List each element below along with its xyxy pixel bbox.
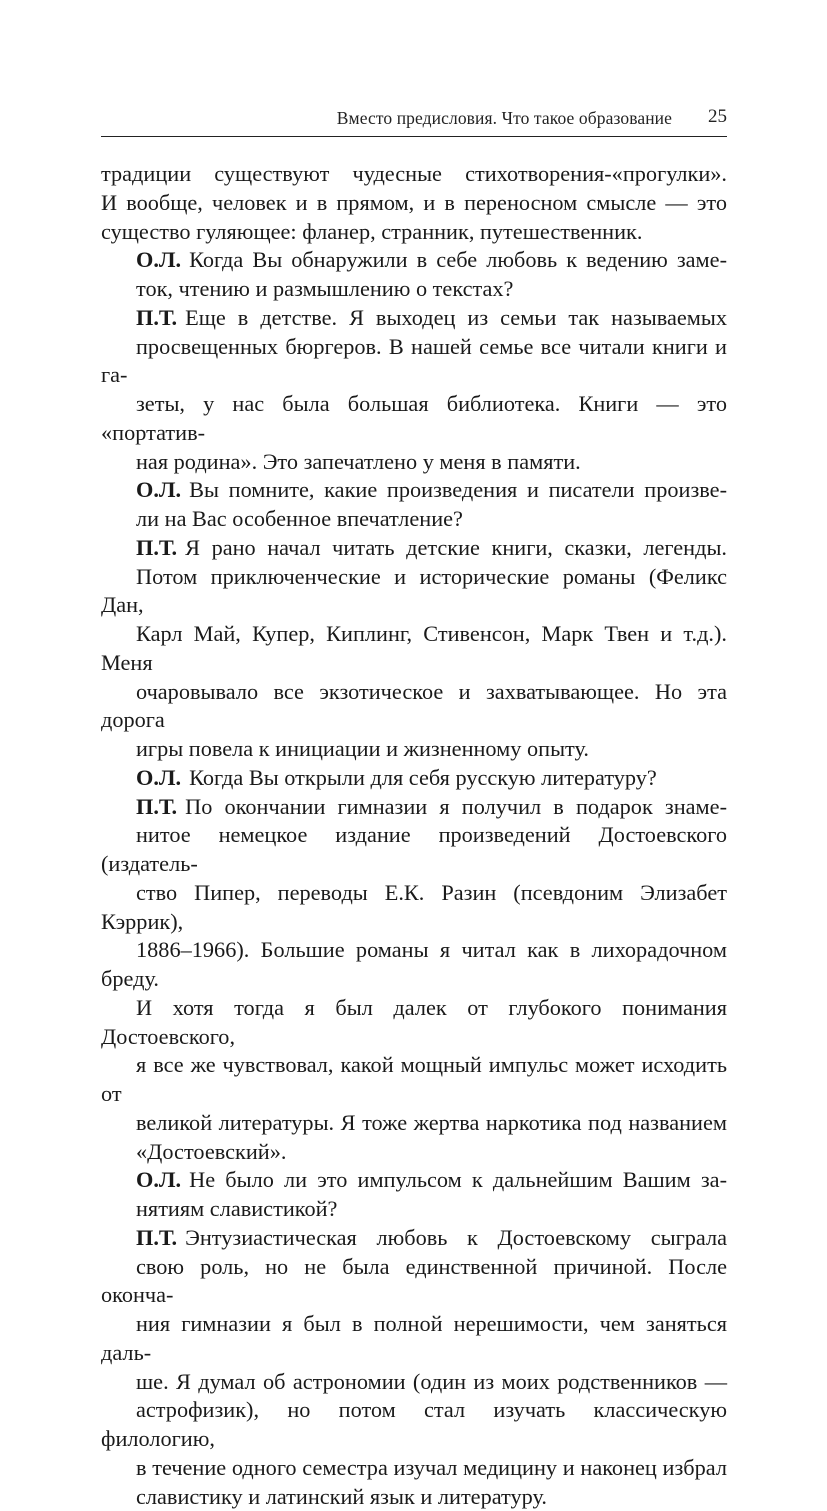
text-line bbox=[101, 189, 727, 218]
line-text: просвещенных бюргеров. В нашей семье все читали книги и га- bbox=[101, 334, 727, 388]
speaker-label: П.Т. bbox=[136, 535, 177, 560]
text-line bbox=[101, 1224, 727, 1253]
text-line bbox=[101, 1109, 727, 1138]
speaker-label: П.Т. bbox=[136, 1225, 177, 1250]
text-line bbox=[101, 936, 727, 994]
speaker-label: О.Л. bbox=[136, 765, 181, 790]
paragraph bbox=[101, 160, 727, 246]
speaker-label: О.Л. bbox=[136, 1167, 181, 1192]
text-line bbox=[101, 1138, 727, 1167]
paragraph bbox=[101, 1224, 727, 1511]
text-line bbox=[101, 1396, 727, 1454]
text-line bbox=[101, 1483, 727, 1511]
line-text: нитое немецкое издание произведений Достоевского (издатель- bbox=[101, 822, 727, 876]
speaker-label: П.Т. bbox=[136, 794, 177, 819]
line-text: зеты, у нас была большая библиотека. Книги — это «портатив- bbox=[101, 391, 727, 445]
line-text: ство Пипер, переводы Е.К. Разин (псевдоним Элизабет Кэррик), bbox=[101, 880, 727, 934]
text-line bbox=[101, 1051, 727, 1109]
line-text: Не было ли это импульсом к дальнейшим Вашим за- bbox=[189, 1167, 727, 1192]
text-line bbox=[101, 1253, 727, 1311]
page-number: 25 bbox=[708, 106, 727, 128]
paragraph bbox=[101, 304, 727, 477]
line-text: Когда Вы открыли для себя русскую литературу? bbox=[189, 765, 657, 790]
line-text: очаровывало все экзотическое и захватывающее. Но эта дорога bbox=[101, 679, 727, 733]
line-text: ли на Вас особенное впечатление? bbox=[136, 506, 463, 531]
text-line bbox=[101, 793, 727, 822]
paragraph bbox=[101, 764, 727, 793]
text-line bbox=[101, 563, 727, 621]
text-line bbox=[101, 505, 727, 534]
line-text: я все же чувствовал, какой мощный импульс может исходить от bbox=[101, 1052, 727, 1106]
line-text: «Достоевский». bbox=[136, 1139, 286, 1164]
paragraph bbox=[101, 246, 727, 304]
line-text: великой литературы. Я тоже жертва наркотика под названием bbox=[136, 1110, 727, 1135]
line-text: в течение одного семестра изучал медицину и наконец избрал bbox=[136, 1455, 727, 1480]
line-text: традиции существуют чудесные стихотворения-«прогулки». bbox=[101, 161, 727, 186]
line-text: И вообще, человек и в прямом, и в переносном смысле — это bbox=[101, 190, 727, 215]
line-text: Я рано начал читать детские книги, сказки, легенды. bbox=[185, 535, 727, 560]
line-text: ше. Я думал об астрономии (один из моих родственников — bbox=[136, 1369, 727, 1394]
line-text: По окончании гимназии я получил в подарок знаме- bbox=[185, 794, 727, 819]
running-header-title: Вместо предисловия. Что такое образование bbox=[337, 108, 672, 129]
paragraph bbox=[101, 793, 727, 1167]
line-text: нятиям славистикой? bbox=[136, 1196, 337, 1221]
page-body bbox=[101, 160, 727, 1511]
text-line bbox=[101, 1454, 727, 1483]
line-text: ная родина». Это запечатлено у меня в памяти. bbox=[136, 449, 581, 474]
line-text: ния гимназии я был в полной нерешимости, чем заняться даль- bbox=[101, 1311, 727, 1365]
text-line bbox=[101, 620, 727, 678]
line-text: Еще в детстве. Я выходец из семьи так называемых bbox=[185, 305, 727, 330]
line-text: славистику и латинский язык и литературу. bbox=[136, 1484, 547, 1509]
line-text: астрофизик), но потом стал изучать классическую филологию, bbox=[101, 1397, 727, 1451]
running-header bbox=[101, 108, 727, 137]
text-line bbox=[101, 534, 727, 563]
line-text: Потом приключенческие и исторические романы (Феликс Дан, bbox=[101, 564, 727, 618]
paragraph bbox=[101, 534, 727, 764]
text-line bbox=[101, 448, 727, 477]
text-line bbox=[101, 333, 727, 391]
line-text: Энтузиастическая любовь к Достоевскому сыграла bbox=[185, 1225, 727, 1250]
line-text: Вы помните, какие произведения и писатели произве- bbox=[189, 477, 727, 502]
text-line bbox=[101, 994, 727, 1052]
speaker-label: О.Л. bbox=[136, 247, 181, 272]
text-line bbox=[101, 304, 727, 333]
text-line bbox=[101, 821, 727, 879]
line-text: И хотя тогда я был далек от глубокого понимания Достоевского, bbox=[101, 995, 727, 1049]
speaker-label: П.Т. bbox=[136, 305, 177, 330]
text-line bbox=[101, 879, 727, 937]
line-text: игры повела к инициации и жизненному опыту. bbox=[136, 736, 589, 761]
text-line bbox=[101, 678, 727, 736]
line-text: 1886–1966). Большие романы я читал как в лихорадочном бреду. bbox=[101, 937, 727, 991]
text-line bbox=[101, 1310, 727, 1368]
text-line bbox=[101, 1166, 727, 1195]
text-line bbox=[101, 476, 727, 505]
text-line bbox=[101, 764, 727, 793]
text-line bbox=[101, 1195, 727, 1224]
text-line bbox=[101, 275, 727, 304]
line-text: свою роль, но не была единственной причиной. После оконча- bbox=[101, 1254, 727, 1308]
text-line bbox=[101, 218, 727, 247]
paragraph bbox=[101, 1166, 727, 1224]
text-line bbox=[101, 1368, 727, 1397]
line-text: ток, чтению и размышлению о текстах? bbox=[136, 276, 513, 301]
line-text: существо гуляющее: фланер, странник, путешественник. bbox=[101, 219, 642, 244]
text-line bbox=[101, 246, 727, 275]
line-text: Карл Май, Купер, Киплинг, Стивенсон, Марк Твен и т.д.). Меня bbox=[101, 621, 727, 675]
text-line bbox=[101, 160, 727, 189]
text-line bbox=[101, 735, 727, 764]
paragraph bbox=[101, 476, 727, 534]
speaker-label: О.Л. bbox=[136, 477, 181, 502]
line-text: Когда Вы обнаружили в себе любовь к ведению заме- bbox=[189, 247, 727, 272]
text-line bbox=[101, 390, 727, 448]
